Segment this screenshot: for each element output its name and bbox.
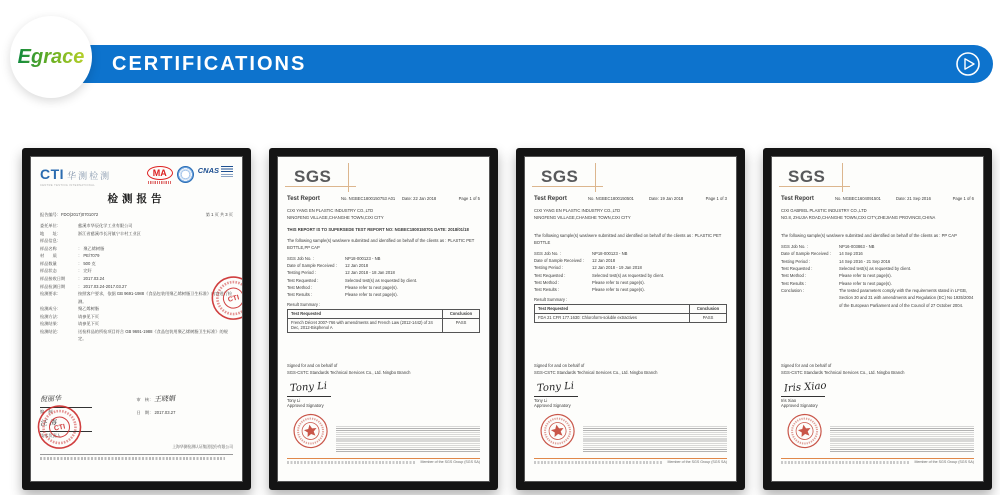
sgs-field: Date of Sample Received : 12 Jan 2018: [287, 263, 369, 269]
supersede-note: THIS REPORT IS TO SUPERSEDE TEST REPORT NO: NGBEC1800150701 DATE: 2018/01/18: [287, 227, 469, 233]
cma-badge: MA: [147, 166, 173, 184]
sgs-footer: Member of the SGS Group (SGS SA): [781, 458, 974, 465]
disclaimer-fine-print: [830, 426, 974, 452]
iso-badge: [177, 166, 194, 183]
cti-field: 委托单位： 慈溪市华辰化学工业有限公司: [40, 223, 133, 228]
disclaimer-fine-print: [336, 426, 480, 452]
cti-logo: CTI 华测检测 CENTRE TESTING INTERNATIONAL: [40, 166, 112, 187]
sgs-footer: Member of the SGS Group (SGS SA): [287, 458, 480, 465]
cti-field: 样品状态 ： 完好: [40, 268, 92, 274]
result-summary-table: Test Requested Conclusion French Décret 2007-766 with amendments and French Law (2012-1442) of 24 Dec, 2012-Bisphenol A PASS: [287, 309, 480, 333]
sgs-field: Test Results : Please refer to next page(s).: [781, 280, 892, 286]
sgs-logo: SGS: [788, 167, 838, 187]
cti-report-title: 检测报告: [107, 193, 166, 205]
signatory-title: Approved Signatory: [287, 402, 324, 408]
sample-intro: The following sample(s) was/were submitted and identified on behalf of the clients as : PLASTIC PET BOTTLE: [534, 233, 722, 245]
sgs-logo: SGS: [294, 167, 344, 187]
cti-field: 检测要求： 按照客户要求，依据 GB 9691-1988《食品包装用聚乙烯树脂卫生标准》内容进行检测。: [40, 291, 233, 304]
sgs-field: Testing Period : 12 Jan 2018 - 18 Jan 2018: [287, 270, 395, 276]
report-title: Test Report: [534, 196, 567, 202]
cti-field: 样品信息：: [40, 238, 61, 244]
sgs-field: Testing Period : 12 Jan 2018 - 19 Jan 2018: [534, 265, 642, 271]
client-address: NINGFENG VILLAGE,CHANGHE TOWN,CIXI CITY: [534, 215, 631, 221]
cti-field: 检测结论： 送检样品的所检项目符合 GB 9691-1988《食品包装用聚乙烯树脂卫生标准》的规定。: [40, 328, 228, 342]
cti-field: 检测成分： 聚乙烯树脂: [40, 306, 99, 312]
svg-text:CTI: CTI: [227, 294, 240, 304]
disclaimer-fine-print: [583, 426, 727, 452]
cti-footer: [40, 454, 233, 460]
cti-field: 样品名称 ： 聚乙烯树脂: [40, 245, 105, 251]
result-summary-table: Test Requested Conclusion FDA 21 CFR 177.1630: Chloroform-soluble extractives PASS: [534, 304, 727, 323]
report-page: Page 1 of 5: [458, 196, 480, 201]
cti-field: 检测方法： 请参见下页: [40, 313, 99, 319]
certificates-row: [22, 148, 992, 490]
report-page: Page 1 of 3: [705, 196, 727, 201]
report-date: Date: 21 Sep 2016: [896, 196, 931, 201]
cti-signature-block: 倪丽华 编 制 汪 海 技术负责人 审 核： 王晓娟 日 期： 2017.03.27: [39, 394, 176, 438]
signature: Tony Li: [536, 380, 575, 394]
report-title: Test Report: [781, 196, 814, 202]
report-title: Test Report: [287, 196, 320, 202]
cti-field: 材 质 ： PE/7079: [40, 253, 100, 259]
cti-field: 样品接收日期 ： 2017.03.24: [40, 275, 105, 281]
client-company: CIXI YANG EN PLASTIC INDUSTRY CO.,LTD: [287, 208, 374, 213]
sgs-field: Test Method : Please refer to next page(s).: [534, 280, 645, 286]
client-company: CIXI GABRIEL PLASTIC INDUSTRY CO.,LTD: [781, 208, 867, 213]
certificate-sgs-3[interactable]: [763, 148, 992, 490]
report-page: Page 1 of 6: [952, 196, 974, 201]
client-address: NINGFENG VILLAGE,CHANGHE TOWN,CIXI CITY: [287, 215, 384, 221]
sgs-field: Testing Period : 14 Sep 2016 - 21 Sep 2016: [781, 258, 891, 264]
sgs-stamp-icon: [784, 410, 827, 457]
cti-report-no: 报告编号：FDO(2017)0701072: [40, 212, 99, 217]
cti-field: 检测结果： 请参见下页: [40, 321, 99, 327]
sgs-stamp-icon: [290, 410, 333, 457]
sgs-page: SGS Test Report No. NGBEC1800150501 Date: 19 Jan 2018 Page 1 of 3 CIXI YANG EN PLASTIC INDUSTRY CO.,LTD NINGFENG VILLAGE,CHANGHE TOWN,CIXI CITY The following sample(s) was/were submitted and identified on behalf of the clients as : PLASTIC PET BOTTLE SGS Job No. : NP18-000123 - NB Date of Sample Received : 12 Jan 2018 Testing Period : 12 Jan 2018 - 19 Jan 2018 Test Requested : Selected test(s) as requested by client. Test Method : Please refer to next page(s). Test Results : Please refer to next page(s). Result Summary : Test Requested Conclusion FDA 21 CFR 177.1630: Chloroform-soluble extractives PASS Signed for and on behalf of SGS-CSTC Standards Technical Services Co., Ltd. Ningbo Branch Tony Li Tony Li Approved Signatory Member of the SGS Group (SGS SA): [524, 156, 737, 482]
sgs-field: Test Requested : Selected test(s) as requested by client.: [534, 272, 665, 278]
signature: Iris Xiao: [783, 380, 827, 394]
sgs-field: SGS Job No. : NP18-000123 - NB: [534, 250, 628, 256]
cti-field: 样品数量 ： 500 克: [40, 260, 96, 266]
signatory-name: Tony Li: [287, 396, 331, 403]
report-date: Date: 19 Jan 2018: [649, 196, 684, 201]
sgs-field: Test Requested : Selected test(s) as requested by client.: [287, 277, 418, 283]
report-no: No. NGBEC1800150501: [588, 196, 634, 201]
section-header-banner: [58, 45, 993, 83]
sgs-field: Date of Sample Received : 12 Jan 2018: [534, 258, 616, 264]
sgs-field: Date of Sample Received : 14 Sep 2016: [781, 251, 863, 257]
sgs-logo: SGS: [541, 167, 591, 187]
certificate-cti[interactable]: [22, 148, 251, 490]
client-company: CIXI YANG EN PLASTIC INDUSTRY CO.,LTD: [534, 208, 621, 213]
sgs-field: Test Method : Please refer to next page(s).: [287, 285, 398, 291]
cti-page: CTI 华测检测 CENTRE TESTING INTERNATIONAL MA CNAS 检测报告 报告编号：FDO(2017)0701072 第 1 页 共 3 页 委托单位： 慈溪市华辰化学工业有限公司 地 址： 浙江省慈溪市长河镇宁丰村工业区 样品信息： 样品名称 ： 聚乙烯树脂 材 质 ： PE/7079 样品数量 ： 500 克 样品状态 ： 完好 样品接收日期 ： 2017.03.24 样品检测日期 ： 2017.03.24-2017.03.27 检测要求： 按照客户要求，依据 GB 9691-1988《食品包装用聚乙烯树脂卫生标准》内容进行检测。 检测成分： 聚乙烯树脂 检测方法： 请参见下页 检测结果： 请参见下页 检测结论： 送检样品的所检项目符合 GB 9691-1988《食品包装用聚乙烯树脂卫生标准》的规定。 倪丽华 编 制 汪 海 技术负责人 审 核： 王晓娟 日 期： 2017.03.27 上海华测检测认证集团股份有限公司 CTI CTI: [30, 156, 243, 482]
sgs-field: SGS Job No. : NP18-000123 - NB: [287, 255, 381, 261]
sgs-field: Conclusion : The tested parameters comply with the requirements stated in LFGB, Section 30 and 31 with amendments and Regulation (EC) No 1935/2004 of the European Parliament and of the Council of 27 October 2004.: [781, 288, 974, 308]
report-no: No. NGBEC1604091501: [835, 196, 881, 201]
client-address: NO.8, ZHUJIA ROAD,CHANGHE TOWN,CIXI CITY,ZHEJIANG PROVINCE,CHINA: [781, 215, 936, 221]
certificate-sgs-2[interactable]: [516, 148, 745, 490]
brand-logo: [10, 16, 92, 98]
report-no: No. NGBEC1800150753 A01: [341, 196, 396, 201]
signatory-title: Approved Signatory: [534, 402, 571, 408]
certificate-sgs-1[interactable]: [269, 148, 498, 490]
play-circle-icon[interactable]: [953, 49, 983, 79]
sgs-field: Test Requested : Selected test(s) as requested by client.: [781, 266, 912, 272]
sgs-page: SGS Test Report No. NGBEC1800150753 A01 Date: 22 Jan 2018 Page 1 of 5 CIXI YANG EN PLASTIC INDUSTRY CO.,LTD NINGFENG VILLAGE,CHANGHE TOWN,CIXI CITY THIS REPORT IS TO SUPERSEDE TEST REPORT NO: NGBEC1800150701 DATE: 2018/01/18 The following sample(s) was/were submitted and identified on behalf of the clients as : PLASTIC PET BOTTLE,PP CAP SGS Job No. : NP18-000123 - NB Date of Sample Received : 12 Jan 2018 Testing Period : 12 Jan 2018 - 18 Jan 2018 Test Requested : Selected test(s) as requested by client. Test Method : Please refer to next page(s). Test Results : Please refer to next page(s). Result Summary : Test Requested Conclusion French Décret 2007-766 with amendments and French Law (2012-1442) of 24 Dec, 2012-Bisphenol A PASS Signed for and on behalf of SGS-CSTC Standards Technical Services Co., Ltd. Ningbo Branch Tony Li Tony Li Approved Signatory Member of the SGS Group (SGS SA): [277, 156, 490, 482]
signatory-name: Iris Xiao: [781, 396, 825, 403]
cnas-badge: CNAS: [198, 166, 233, 178]
sgs-field: Test Results : Please refer to next page(s).: [287, 292, 398, 298]
signatory-title: Approved Signatory: [781, 402, 818, 408]
cti-field: 样品检测日期 ： 2017.03.24-2017.03.27: [40, 283, 127, 289]
signatory-name: Tony Li: [534, 396, 578, 403]
sgs-stamp-icon: [537, 410, 580, 457]
sample-intro: The following sample(s) was/were submitted and identified on behalf of the clients as : PP CAP: [781, 233, 957, 239]
cti-field: 地 址： 浙江省慈溪市长河镇宁丰村工业区: [40, 230, 141, 236]
sgs-field: SGS Job No. : NP16-003863 - NB: [781, 244, 875, 249]
section-title: CERTIFICATIONS: [112, 52, 307, 75]
sgs-field: Test Method : Please refer to next page(s).: [781, 273, 892, 279]
report-date: Date: 22 Jan 2018: [402, 196, 437, 201]
sgs-field: Test Results : Please refer to next page(s).: [534, 287, 645, 293]
sgs-footer: Member of the SGS Group (SGS SA): [534, 458, 727, 465]
cti-page-no: 第 1 页 共 3 页: [205, 212, 233, 217]
svg-text:CTI: CTI: [53, 423, 66, 433]
signature: Tony Li: [289, 380, 328, 394]
sgs-page: SGS Test Report No. NGBEC1604091501 Date: 21 Sep 2016 Page 1 of 6 CIXI GABRIEL PLASTIC INDUSTRY CO.,LTD NO.8, ZHUJIA ROAD,CHANGHE TOWN,CIXI CITY,ZHEJIANG PROVINCE,CHINA The following sample(s) was/were submitted and identified on behalf of the clients as : PP CAP SGS Job No. : NP16-003863 - NB Date of Sample Received : 14 Sep 2016 Testing Period : 14 Sep 2016 - 21 Sep 2016 Test Requested : Selected test(s) as requested by client. Test Method : Please refer to next page(s). Test Results : Please refer to next page(s). Conclusion : The tested parameters comply with the requirements stated in LFGB, Section 30 and 31 with amendments and Regulation (EC) No 1935/2004 of the European Parliament and of the Council of 27 October 2004. Signed for and on behalf of SGS-CSTC Standards Technical Services Co., Ltd. Ningbo Branch Iris Xiao Iris Xiao Approved Signatory Member of the SGS Group (SGS SA): [771, 156, 984, 482]
brand-logo-text: Egrace: [17, 45, 85, 68]
sample-intro: The following sample(s) was/were submitted and identified on behalf of the clients as : PLASTIC PET BOTTLE,PP CAP: [287, 238, 475, 250]
